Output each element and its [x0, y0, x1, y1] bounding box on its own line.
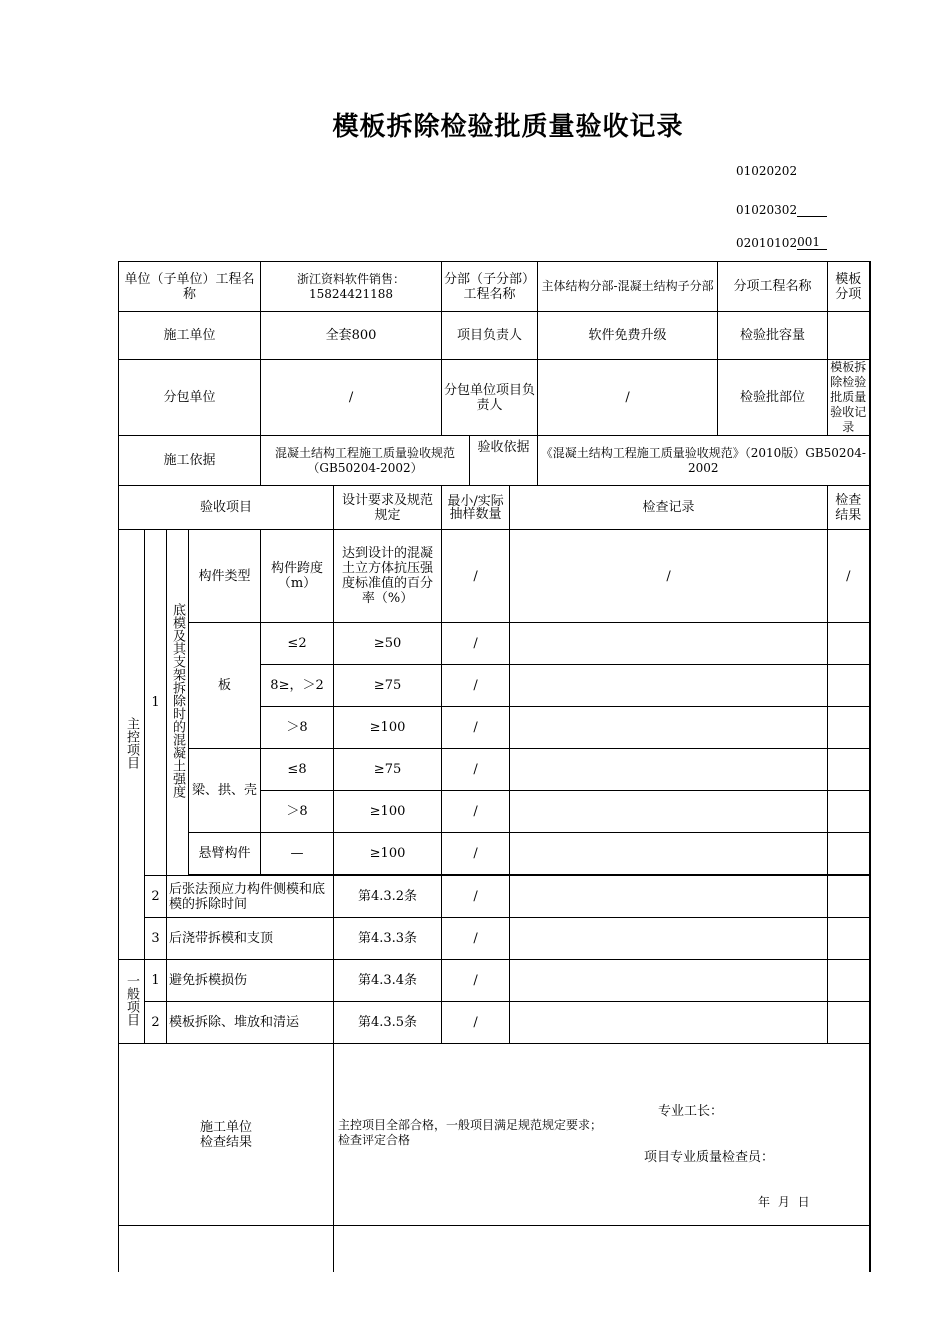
- result-cell: [828, 665, 870, 707]
- form-code-3-serial: 001: [797, 235, 827, 250]
- type-slab: 板: [189, 623, 261, 749]
- location-value: 模板拆除检验批质量验收记录: [828, 360, 870, 436]
- check-result-label: 施工单位检查结果: [119, 1044, 334, 1226]
- main-item-3-label: 后浇带拆模和支顶: [167, 918, 334, 960]
- form-code-2: 01020302: [736, 202, 827, 217]
- sub-pm-label: 分包单位项目负责人: [442, 360, 538, 436]
- main-item-2-label: 后张法预应力构件侧模和底模的拆除时间: [167, 876, 334, 918]
- contractor-value: 全套800: [261, 312, 442, 360]
- page-title: 模板拆除检验批质量验收记录: [332, 112, 684, 142]
- requirement-cell: ≥100: [334, 791, 442, 833]
- contractor-label: 施工单位: [119, 312, 261, 360]
- acceptance-basis-value: 《混凝土结构工程施工质量验收规范》（2010版）GB50204-2002: [538, 436, 870, 486]
- main-item-2-sample: /: [442, 876, 510, 918]
- supervision-area: [334, 1226, 870, 1272]
- check-result-area: [334, 1044, 870, 1226]
- basis-label: 施工依据: [119, 436, 261, 486]
- col-sample: 最小/实际抽样数量: [442, 486, 510, 530]
- col-record: 检查记录: [510, 486, 828, 530]
- span-cell: ＞8: [261, 707, 334, 749]
- main-item-1-label: 底模及其支架拆除时的混凝土强度: [167, 530, 189, 876]
- requirement-cell: ≥75: [334, 749, 442, 791]
- result-cell: [828, 749, 870, 791]
- record-cell: [510, 623, 828, 665]
- sample-cell: /: [442, 707, 510, 749]
- strength-header-result: /: [828, 530, 870, 623]
- result-cell: [828, 791, 870, 833]
- span-cell: 8≥，＞2: [261, 665, 334, 707]
- col-design: 设计要求及规范规定: [334, 486, 442, 530]
- span-header: 构件跨度（m）: [261, 530, 334, 623]
- general-item-2-number: 2: [145, 1002, 167, 1044]
- component-type-header: 构件类型: [189, 530, 261, 623]
- supervision-label: [119, 1226, 334, 1272]
- span-cell: —: [261, 833, 334, 875]
- main-item-3-sample: /: [442, 918, 510, 960]
- main-item-2-requirement: 第4.3.2条: [334, 876, 442, 918]
- form-code-1: 01020202: [736, 164, 798, 178]
- main-item-2-number: 2: [145, 876, 167, 918]
- unit-value: 浙江资料软件销售：15824421188: [261, 262, 442, 312]
- strength-header: 达到设计的混凝土立方体抗压强度标准值的百分率（%）: [334, 530, 442, 623]
- item-label: 分项工程名称: [718, 262, 828, 312]
- result-cell: [828, 623, 870, 665]
- general-item-1-number: 1: [145, 960, 167, 1002]
- capacity-label: 检验批容量: [718, 312, 828, 360]
- pm-label: 项目负责人: [442, 312, 538, 360]
- main-item-3-requirement: 第4.3.3条: [334, 918, 442, 960]
- capacity-value: [828, 312, 870, 360]
- sample-cell: /: [442, 791, 510, 833]
- check-date: 年 月 日: [758, 1195, 812, 1209]
- sub-pm-value: /: [538, 360, 718, 436]
- requirement-cell: ≥100: [334, 707, 442, 749]
- pm-value: 软件免费升级: [538, 312, 718, 360]
- general-item-2-label: 模板拆除、堆放和清运: [167, 1002, 334, 1044]
- main-item-3-record: [510, 918, 828, 960]
- general-item-1-record: [510, 960, 828, 1002]
- col-result: 检查结果: [828, 486, 870, 530]
- general-item-2-requirement: 第4.3.5条: [334, 1002, 442, 1044]
- general-item-2-sample: /: [442, 1002, 510, 1044]
- span-cell: ≤2: [261, 623, 334, 665]
- requirement-cell: ≥100: [334, 833, 442, 875]
- part-value: 主体结构分部-混凝土结构子分部: [538, 262, 718, 312]
- main-item-2-result: [828, 876, 870, 918]
- acceptance-basis-label: 验收依据: [470, 436, 538, 486]
- requirement-cell: ≥75: [334, 665, 442, 707]
- inspection-record-table: [118, 261, 873, 1272]
- sample-cell: /: [442, 623, 510, 665]
- type-cantilever: 悬臂构件: [189, 833, 261, 875]
- main-item-3-number: 3: [145, 918, 167, 960]
- subcontractor-value: /: [261, 360, 442, 436]
- basis-value: 混凝土结构工程施工质量验收规范（GB50204-2002）: [261, 436, 470, 486]
- record-cell: [510, 791, 828, 833]
- main-item-2-record: [510, 876, 828, 918]
- type-beam: 梁、拱、壳: [189, 749, 261, 833]
- main-item-1-number: 1: [145, 530, 167, 876]
- form-code-3: 02010102001: [736, 235, 827, 250]
- strength-header-record: /: [510, 530, 828, 623]
- record-cell: [510, 833, 828, 875]
- foreman-label: 专业工长：: [658, 1104, 724, 1119]
- record-cell: [510, 707, 828, 749]
- sample-cell: /: [442, 665, 510, 707]
- strength-header-sample: /: [442, 530, 510, 623]
- location-label: 检验批部位: [718, 360, 828, 436]
- span-cell: ≤8: [261, 749, 334, 791]
- general-item-2-result: [828, 1002, 870, 1044]
- requirement-cell: ≥50: [334, 623, 442, 665]
- record-cell: [510, 749, 828, 791]
- result-cell: [828, 707, 870, 749]
- subcontractor-label: 分包单位: [119, 360, 261, 436]
- main-item-3-result: [828, 918, 870, 960]
- check-result-text: 主控项目全部合格，一般项目满足规范规定要求；检查评定合格: [338, 1118, 603, 1147]
- general-group-label: 一般项目: [119, 960, 145, 1044]
- col-item: 验收项目: [119, 486, 334, 530]
- general-item-1-requirement: 第4.3.4条: [334, 960, 442, 1002]
- part-label: 分部（子分部）工程名称: [442, 262, 538, 312]
- general-item-1-sample: /: [442, 960, 510, 1002]
- sample-cell: /: [442, 833, 510, 875]
- record-cell: [510, 665, 828, 707]
- sample-cell: /: [442, 749, 510, 791]
- general-item-2-record: [510, 1002, 828, 1044]
- main-group-label: 主控项目: [119, 530, 145, 960]
- item-value: 模板分项: [828, 262, 870, 312]
- unit-label: 单位（子单位）工程名称: [119, 262, 261, 312]
- general-item-1-result: [828, 960, 870, 1002]
- inspector-label: 项目专业质量检查员：: [644, 1150, 775, 1165]
- result-cell: [828, 833, 870, 875]
- general-item-1-label: 避免拆模损伤: [167, 960, 334, 1002]
- span-cell: ＞8: [261, 791, 334, 833]
- form-code-2-blank: [797, 202, 827, 217]
